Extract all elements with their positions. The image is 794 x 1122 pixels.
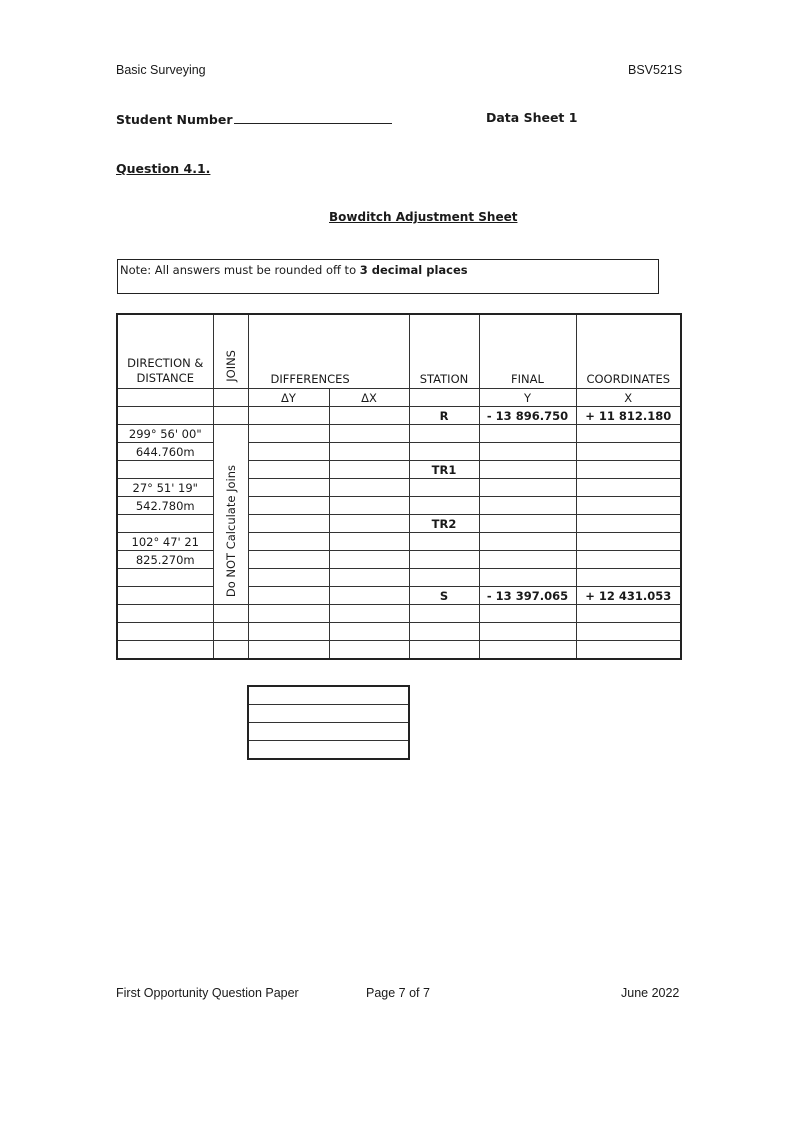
- joins-header-text: JOINS: [223, 350, 238, 382]
- cell: [329, 479, 409, 497]
- direction-1: 299° 56' 00": [117, 425, 213, 443]
- joins-note: Do NOT Calculate Joins: [223, 464, 238, 597]
- cell: [409, 443, 479, 461]
- cell: [409, 605, 479, 623]
- cell: [329, 605, 409, 623]
- totals-table: [247, 685, 410, 760]
- cell: [213, 641, 248, 660]
- table-row: [117, 551, 681, 569]
- direction-2: 27° 51' 19": [117, 479, 213, 497]
- cell: [329, 641, 409, 660]
- cell: [248, 533, 329, 551]
- cell: [576, 497, 681, 515]
- cell: [248, 515, 329, 533]
- differences-header: DIFFERENCES: [248, 314, 409, 389]
- table-row: [117, 515, 681, 533]
- cell: [117, 389, 213, 407]
- note-box: [117, 259, 659, 294]
- distance-1: 644.760m: [117, 443, 213, 461]
- cell: [576, 623, 681, 641]
- cell: [117, 407, 213, 425]
- cell: [329, 497, 409, 515]
- cell: [409, 533, 479, 551]
- cell: [479, 515, 576, 533]
- cell: [117, 605, 213, 623]
- cell: [409, 623, 479, 641]
- table-row: [117, 497, 681, 515]
- final-header: FINAL: [479, 314, 576, 389]
- cell: [248, 587, 329, 605]
- cell: [213, 407, 248, 425]
- cell: [248, 686, 409, 705]
- sheet-title: Bowditch Adjustment Sheet: [329, 210, 518, 224]
- cell: [248, 569, 329, 587]
- cell: [329, 587, 409, 605]
- cell: [248, 425, 329, 443]
- table-row: [117, 461, 681, 479]
- note-bold: 3 decimal places: [359, 263, 468, 277]
- course-code: BSV521S: [628, 63, 683, 77]
- cell: [117, 515, 213, 533]
- r-y-value: - 13 896.750: [479, 407, 576, 425]
- cell: [329, 461, 409, 479]
- table-row: [117, 587, 681, 605]
- course-title: Basic Surveying: [116, 63, 206, 77]
- direction-3: 102° 47' 21: [117, 533, 213, 551]
- table-row: [117, 623, 681, 641]
- cell: [117, 641, 213, 660]
- student-number-field: [116, 110, 392, 127]
- cell: [576, 479, 681, 497]
- table-row: [248, 723, 409, 741]
- cell: [248, 623, 329, 641]
- cell: [213, 605, 248, 623]
- footer-date: June 2022: [621, 986, 680, 1000]
- cell: [117, 587, 213, 605]
- cell: [479, 461, 576, 479]
- dx-header: ΔX: [329, 389, 409, 407]
- table-row: [117, 443, 681, 461]
- cell: [117, 623, 213, 641]
- joins-header: [213, 314, 248, 389]
- table-row: [117, 479, 681, 497]
- direction-distance-header: [117, 314, 213, 389]
- table-row: [117, 641, 681, 660]
- cell: [479, 641, 576, 660]
- cell: [576, 641, 681, 660]
- station-tr2: TR2: [409, 515, 479, 533]
- cell: [409, 479, 479, 497]
- cell: [329, 425, 409, 443]
- table-row: [117, 425, 681, 443]
- cell: [329, 443, 409, 461]
- subheader-row: [117, 389, 681, 407]
- cell: [409, 389, 479, 407]
- table-row: [248, 705, 409, 723]
- cell: [117, 569, 213, 587]
- cell: [409, 425, 479, 443]
- dy-header: ΔY: [248, 389, 329, 407]
- cell: [248, 443, 329, 461]
- cell: [576, 605, 681, 623]
- cell: [248, 741, 409, 760]
- cell: [479, 425, 576, 443]
- cell: [248, 479, 329, 497]
- cell: [248, 461, 329, 479]
- r-x-value: + 11 812.180: [576, 407, 681, 425]
- bowditch-table: [116, 313, 682, 660]
- note-text: Note: All answers must be rounded off to: [120, 263, 360, 277]
- cell: [329, 533, 409, 551]
- footer-left: First Opportunity Question Paper: [116, 986, 299, 1000]
- cell: [479, 497, 576, 515]
- x-header: X: [576, 389, 681, 407]
- s-y-value: - 13 397.065: [479, 587, 576, 605]
- cell: [248, 723, 409, 741]
- distance-3: 825.270m: [117, 551, 213, 569]
- cell: [576, 425, 681, 443]
- s-x-value: + 12 431.053: [576, 587, 681, 605]
- cell: [248, 497, 329, 515]
- direction-header-line2: DISTANCE: [136, 371, 194, 385]
- cell: [479, 443, 576, 461]
- cell: [576, 461, 681, 479]
- cell: [409, 497, 479, 515]
- cell: [576, 551, 681, 569]
- station-header: STATION: [409, 314, 479, 389]
- cell: [117, 461, 213, 479]
- cell: [409, 551, 479, 569]
- cell: [479, 569, 576, 587]
- cell: [329, 551, 409, 569]
- cell: [576, 533, 681, 551]
- student-number-label: Student Number: [116, 112, 233, 127]
- distance-2: 542.780m: [117, 497, 213, 515]
- cell: [576, 443, 681, 461]
- table-row: [248, 741, 409, 760]
- table-row: [117, 569, 681, 587]
- student-number-line: [234, 110, 392, 124]
- cell: [329, 515, 409, 533]
- cell: [248, 551, 329, 569]
- cell: [576, 569, 681, 587]
- cell: [248, 705, 409, 723]
- cell: [329, 623, 409, 641]
- cell: [409, 641, 479, 660]
- cell: [479, 533, 576, 551]
- question-label: Question 4.1.: [116, 161, 211, 176]
- direction-header-line1: DIRECTION &: [127, 356, 204, 370]
- cell: [409, 569, 479, 587]
- cell: [248, 641, 329, 660]
- cell: [329, 407, 409, 425]
- cell: [248, 605, 329, 623]
- y-header: Y: [479, 389, 576, 407]
- footer-page: Page 7 of 7: [366, 986, 430, 1000]
- table-row: [117, 533, 681, 551]
- table-row: [248, 686, 409, 705]
- station-s: S: [409, 587, 479, 605]
- cell: [213, 623, 248, 641]
- coordinates-header: COORDINATES: [576, 314, 681, 389]
- table-row: [117, 407, 681, 425]
- cell: [576, 515, 681, 533]
- cell: [248, 407, 329, 425]
- table-row: [117, 605, 681, 623]
- data-sheet-label: Data Sheet 1: [486, 110, 578, 125]
- cell: [479, 605, 576, 623]
- station-tr1: TR1: [409, 461, 479, 479]
- cell: [479, 551, 576, 569]
- cell: [479, 623, 576, 641]
- cell: [213, 389, 248, 407]
- header-row: [117, 314, 681, 389]
- cell: [329, 569, 409, 587]
- station-r: R: [409, 407, 479, 425]
- joins-note-cell: [213, 425, 248, 605]
- cell: [479, 479, 576, 497]
